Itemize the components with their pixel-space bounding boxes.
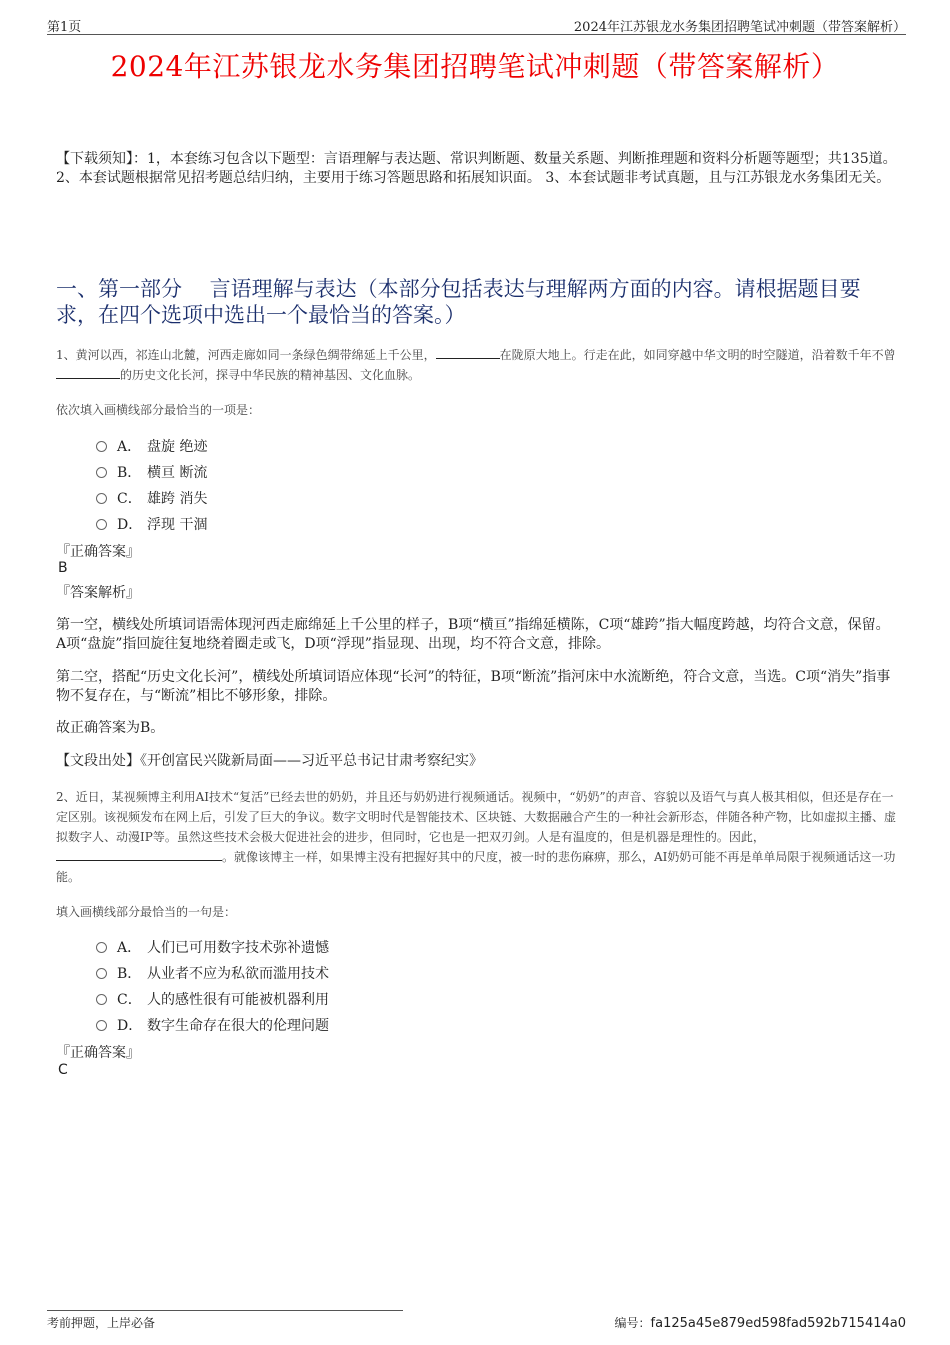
page-header xyxy=(47,14,906,35)
analysis-paragraph: 第二空，搭配“历史文化长河”，横线处所填词语应体现“长河”的特征，B项“断流”指河床中水流断绝，符合文意，当选。C项“消失”指事物不复存在，与“断流”相比不够形象，排除。 xyxy=(56,669,891,704)
section-title: 一、第一部分 言语理解与表达（本部分包括表达与理解两方面的内容。请根据题目要求，在四个选项中选出一个最恰当的答案。） xyxy=(56,277,861,327)
radio-icon[interactable] xyxy=(96,441,107,452)
fill-blank xyxy=(436,346,500,359)
question-1-text: 1、黄河以西，祁连山北麓，河西走廊如同一条绿色绸带绵延上千公里， 在陇原大地上。行走在此，如同穿越中华文明的时空隧道，沿着数千年不曾的历史文化长河，探寻中华民族的精神基因、文化血脉。 xyxy=(56,348,896,382)
radio-icon[interactable] xyxy=(96,1020,107,1031)
analysis-label: 『答案解析』 xyxy=(56,585,140,601)
analysis-paragraph: 第一空，横线处所填词语需体现河西走廊绵延上千公里的样子，B项“横亘”指绵延横陈，C项“雄跨”指大幅度跨越，均符合文意，保留。A项“盘旋”指回旋往复地绕着圈走或飞，D项“浮现”指显现、出现，均不符合文意，排除。 xyxy=(56,617,890,652)
question-2-text: 2、近日，某视频博主利用AI技术“复活”已经去世的奶奶，并且还与奶奶进行视频通话。视频中，“奶奶”的声音、容貌以及语气与真人极其相似，但还是存在一定区别。该视频发布在网上后，引发了巨大的争议。数字文明时代是智能技术、区块链、大数据融合产生的一种社会新形态，伴随各种产物，比如虚拟主播、虚拟数字人、动漫IP等。虽然这些技术会极大促进社会的进步，但同时，它也是一把双刃剑。人是有温度的，但是机器是理性的。因此，。就像该博主一样，如果博主没有把握好其中的尺度，被一时的悲伤麻痹，那么，AI奶奶可能不再是单单局限于视频通话这一功能。 xyxy=(56,790,897,884)
radio-icon[interactable] xyxy=(96,994,107,1005)
radio-icon[interactable] xyxy=(96,942,107,953)
page-number: 第1页 xyxy=(47,20,82,35)
document-title: 2024年江苏银龙水务集团招聘笔试冲刺题（带答案解析） xyxy=(110,50,840,83)
question-1-options xyxy=(96,433,207,537)
option-a[interactable]: A． 盘旋 绝迹 xyxy=(96,433,207,459)
option-d[interactable]: D． 浮现 干涸 xyxy=(96,511,207,537)
correct-answer: C xyxy=(58,1062,68,1078)
fill-blank xyxy=(56,366,120,379)
footer-code: 编号：fa125a45e879ed598fad592b715414a0 xyxy=(614,1316,906,1331)
option-a[interactable]: A． 人们已可用数字技术弥补遗憾 xyxy=(96,934,329,960)
option-c[interactable]: C． 人的感性很有可能被机器利用 xyxy=(96,986,329,1012)
question-2-prompt: 填入画横线部分最恰当的一句是： xyxy=(56,905,237,919)
radio-icon[interactable] xyxy=(96,467,107,478)
radio-icon[interactable] xyxy=(96,968,107,979)
question-2-options xyxy=(96,934,329,1038)
option-b[interactable]: B． 横亘 断流 xyxy=(96,459,207,485)
header-doc-title: 2024年江苏银龙水务集团招聘笔试冲刺题（带答案解析） xyxy=(573,20,906,35)
footer-divider xyxy=(47,1310,403,1311)
radio-icon[interactable] xyxy=(96,519,107,530)
correct-answer: B xyxy=(58,560,68,576)
option-d[interactable]: D． 数字生命存在很大的伦理问题 xyxy=(96,1012,329,1038)
option-b[interactable]: B． 从业者不应为私欲而滥用技术 xyxy=(96,960,329,986)
radio-icon[interactable] xyxy=(96,493,107,504)
fill-blank xyxy=(56,848,222,861)
analysis-conclusion: 故正确答案为B。 xyxy=(56,720,165,736)
question-1-prompt: 依次填入画横线部分最恰当的一项是： xyxy=(56,403,261,417)
option-c[interactable]: C． 雄跨 消失 xyxy=(96,485,207,511)
footer-slogan: 考前押题，上岸必备 xyxy=(47,1316,156,1330)
answer-label: 『正确答案』 xyxy=(56,1045,140,1061)
answer-label: 『正确答案』 xyxy=(56,544,140,560)
download-notice: 【下载须知】：1，本套练习包含以下题型：言语理解与表达题、常识判断题、数量关系题、判断推理题和资料分析题等题型；共135道。 2、本套试题根据常见招考题总结归纳，主要用于练习答题思路和拓展知识面。 3、本套试题非考试真题，且与江苏银龙水务集团无关。 xyxy=(56,151,897,186)
text-source: 【文段出处】《开创富民兴陇新局面——习近平总书记甘肃考察纪实》 xyxy=(56,753,483,769)
